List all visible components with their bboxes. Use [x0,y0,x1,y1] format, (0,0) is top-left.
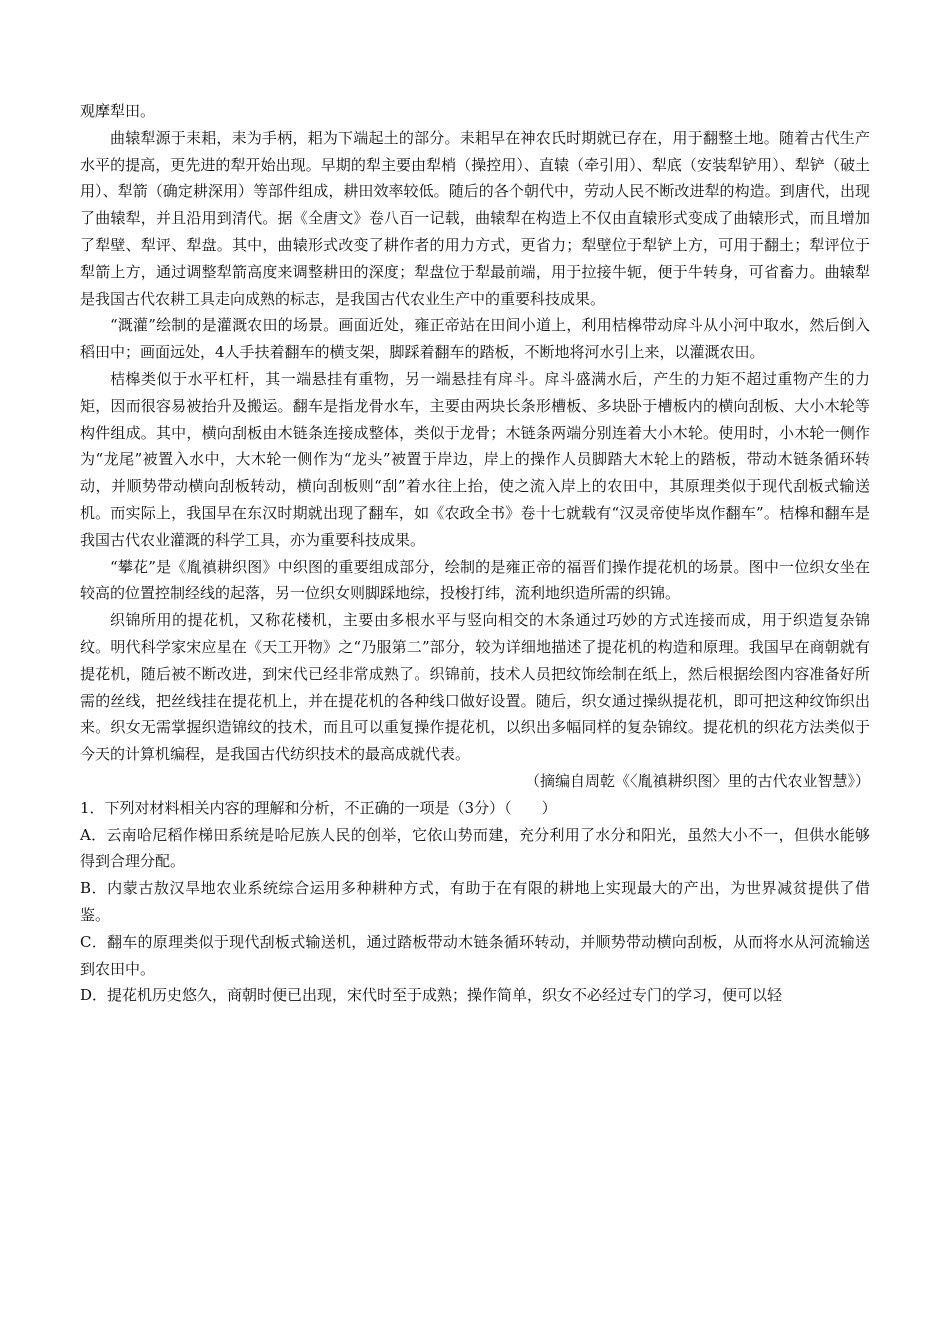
paragraph-continued: 观摩犁田。 [80,102,156,120]
option-b: B．内蒙古敖汉旱地农业系统综合运用多种耕种方式，有助于在有限的耕地上实现最大的产出，为世界减贫提供了借鉴。 [80,879,870,924]
paragraph-flower-scene: “攀花”是《胤禛耕织图》中织图的重要组成部分，绘制的是雍正帝的福晋们操作提花机的场景。图中一位织女坐在较高的位置控制经线的起落，另一位织女则脚踩地综，投梭打纬，流利地织造所需的织锦。 [80,557,870,603]
option-c: C．翻车的原理类似于现代刮板式输送机，通过踏板带动木链条循环转动，并顺势带动横向刮板，从而将水从河流输送到农田中。 [80,932,870,978]
paragraph-irrigation-scene: “溉灌”绘制的是灌溉农田的场景。画面近处，雍正帝站在田间小道上，利用桔槔带动戽斗从小河中取水，然后倒入稻田中；画面远处，4人手扶着翻车的横支架，脚踩着翻车的踏板，不断地将河水引上来，以灌溉农田。 [80,316,870,362]
source-citation: （摘编自周乾《〈胤禛耕织图〉里的古代农业智慧》） [524,771,870,790]
paragraph-well-sweep-waterwheel: 桔槔类似于水平杠杆，其一端悬挂有重物，另一端悬挂有戽斗。戽斗盛满水后，产生的力矩不超过重物产生的力矩，因而很容易被抬升及搬运。翻车是指龙骨水车，主要由两块长条形槽板、多块卧于槽板内的横向刮板、大小木轮等构件组成。其中，横向刮板由木链条连接成整体，类似于龙骨；木链条两端分别连着大小木轮。使用时，小木轮一侧作为“龙尾”被置入水中，大木轮一侧作为“龙头”被置于岸边，岸上的操作人员脚踏大木轮上的踏板，带动木链条循环转动，并顺势带动横向刮板转动，横向刮板则“刮”着水往上抬，使之流入岸上的农田中，其原理类似于现代刮板式输送机。而实际上，我国早在东汉时期就出现了翻车，如《农政全书》卷十七就载有“汉灵帝使毕岚作翻车”。桔槔和翻车是我国古代农业灌溉的科学工具，亦为重要科技成果。 [80,369,870,549]
paragraph-drawloom: 织锦所用的提花机，又称花楼机，主要由多根水平与竖向相交的木条通过巧妙的方式连接而成，用于织造复杂锦纹。明代科学家宋应星在《天工开物》之“乃服第二”部分，较为详细地描述了提花机的构造和原理。我国早在商朝就有提花机，随后被不断改进，到宋代已经非常成熟了。织锦前，技术人员把纹饰绘制在纸上，然后根据绘图内容准备好所需的丝线，把丝线挂在提花机上，并在提花机的各种线口做好设置。随后，织女通过操纵提花机，即可把这种纹饰织出来。织女无需掌握织造锦纹的技术，而且可以重复操作提花机，以织出多幅同样的复杂锦纹。提花机的织花方法类似于今天的计算机编程，是我国古代纺织技术的最高成就代表。 [80,611,870,764]
option-d: D．提花机历史悠久，商朝时便已出现，宋代时至于成熟；操作简单，织女不必经过专门的学习，便可以轻 [80,986,783,1005]
paragraph-curved-plow: 曲辕犁源于耒耜，耒为手柄，耜为下端起土的部分。耒耜早在神农氏时期就已存在，用于翻整土地。随着古代生产水平的提高，更先进的犁开始出现。早期的犁主要由犁梢（操控用）、直辕（牵引用）、犁底（安装犁铲用）、犁铲（破土用）、犁箭（确定耕深用）等部件组成，耕田效率较低。随后的各个朝代中，劳动人民不断改进犁的构造。到唐代，出现了曲辕犁，并且沿用到清代。据《全唐文》卷八百一记载，曲辕犁在构造上不仅由直辕形式变成了曲辕形式，而且增加了犁壁、犁评、犁盘。其中，曲辕形式改变了耕作者的用力方式，更省力；犁壁位于犁铲上方，可用于翻土；犁评位于犁箭上方，通过调整犁箭高度来调整耕田的深度；犁盘位于犁最前端，用于拉接牛轭，便于牛转身，可省畜力。曲辕犁是我国古代农耕工具走向成熟的标志，是我国古代农业生产中的重要科技成果。 [80,128,870,308]
question-stem: 1．下列对材料相关内容的理解和分析，不正确的一项是（3分）（ ） [80,798,557,817]
option-a: A．云南哈尼稻作梯田系统是哈尼族人民的创举，它依山势而建，充分利用了水分和阳光，虽然大小不一，但供水能够得到合理分配。 [80,825,870,871]
